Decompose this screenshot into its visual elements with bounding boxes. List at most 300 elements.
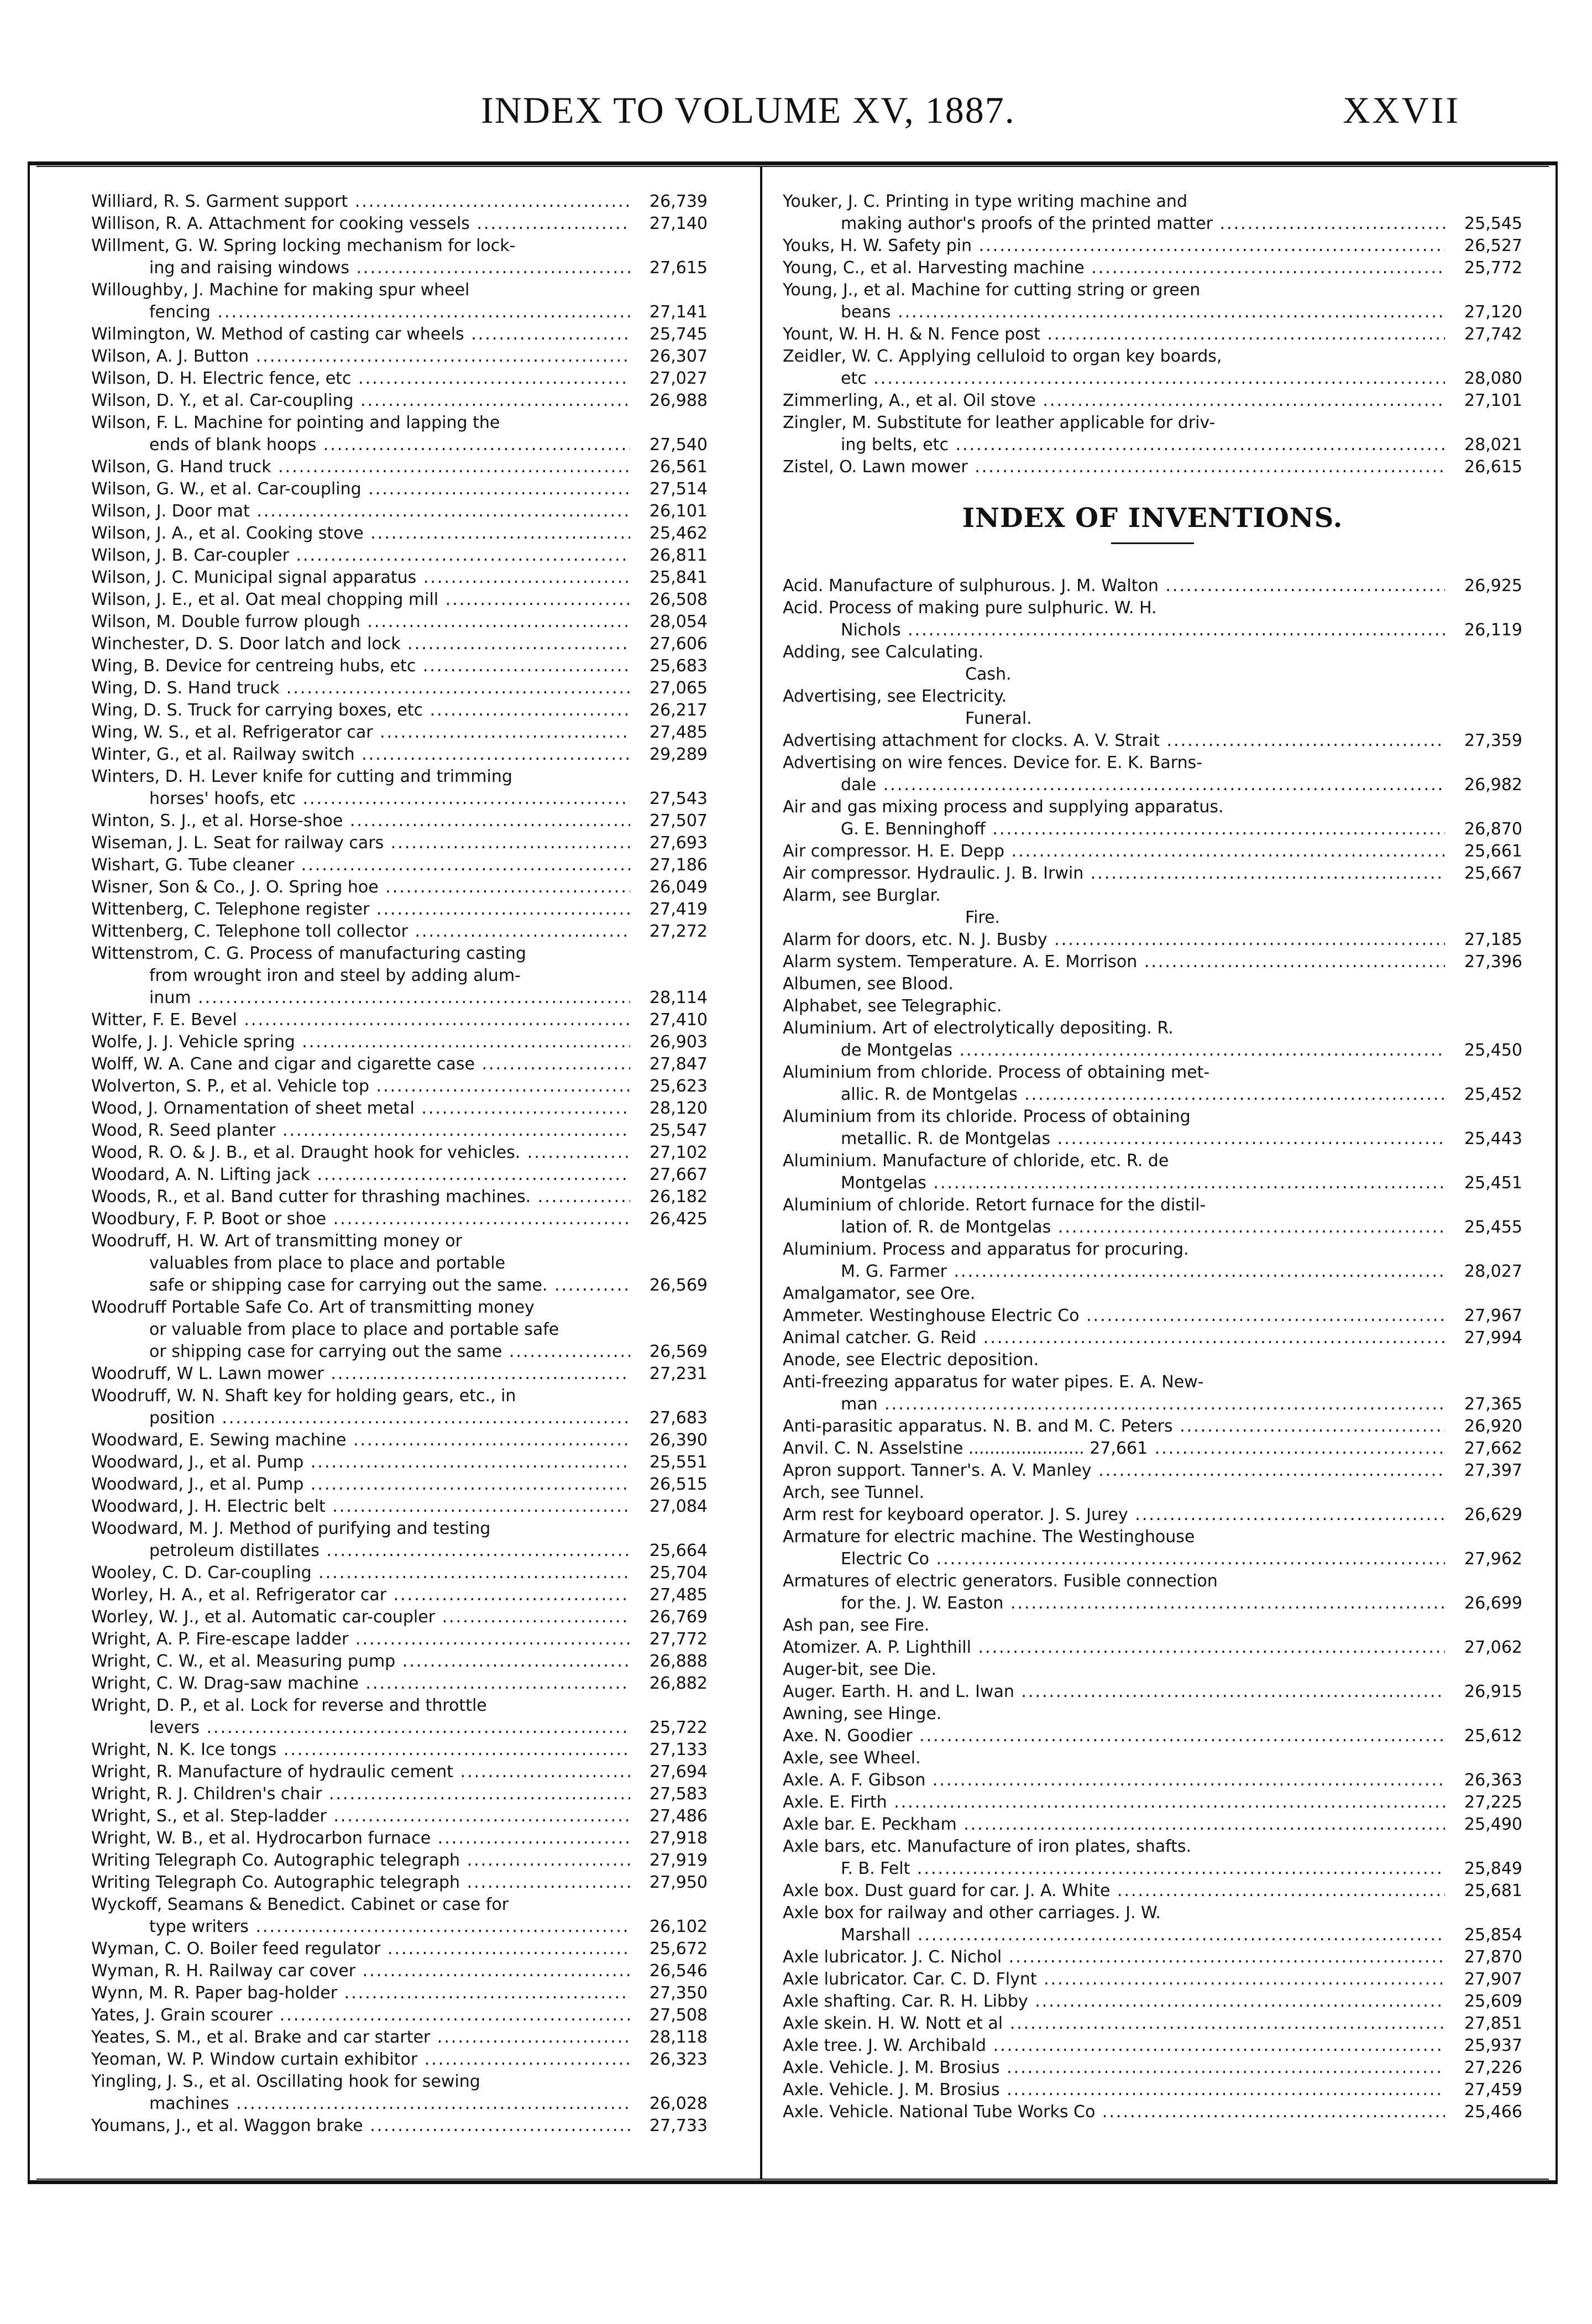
- entry-text: Axle bar. E. Peckham .....: [783, 1814, 1445, 1836]
- patent-number: 26,615: [1464, 457, 1522, 477]
- patent-number: 26,561: [650, 457, 708, 477]
- entry-continuation: [783, 1040, 1522, 1062]
- entry-text: Axle tree. J. W. Archibald .....: [783, 2035, 1445, 2057]
- patent-number: 27,847: [650, 1054, 708, 1074]
- patent-number: 27,084: [650, 1497, 708, 1516]
- entry-continuation: [783, 1128, 1522, 1150]
- index-entry: [91, 832, 708, 854]
- patent-number: 25,681: [1464, 1881, 1522, 1900]
- entry-text: Aluminium of chloride. Retort furnace for the distil-: [783, 1195, 1206, 1215]
- entry-text: Wilson, G. W., et al. Car-coupling .....: [91, 478, 630, 500]
- entry-text: Axle box for railway and other carriages. J. W.: [783, 1903, 1161, 1923]
- index-entry: [91, 545, 708, 567]
- see-reference: Auger-bit, see Die.: [783, 1660, 936, 1679]
- entry-text: Yates, J. Grain scourer .....: [91, 2004, 630, 2027]
- entry-text: Worley, H. A., et al. Refrigerator car .....: [91, 1584, 630, 1606]
- entry-text: Wright, D. P., et al. Lock for reverse and throttle: [91, 1696, 487, 1715]
- entry-continuation-text: allic. R. de Montgelas .....: [841, 1084, 1445, 1106]
- entry-continuation-text: Electric Co .....: [841, 1548, 1445, 1570]
- patent-number: 25,443: [1464, 1129, 1522, 1148]
- patent-number: 27,508: [650, 2006, 708, 2025]
- patent-number: 27,486: [650, 1806, 708, 1826]
- entry-continuation: [91, 434, 708, 456]
- index-entry: [91, 854, 708, 876]
- index-entry: [91, 655, 708, 677]
- index-entry: [91, 1208, 708, 1230]
- index-entry: [91, 1938, 708, 1960]
- entry-continuation-text: metallic. R. de Montgelas .....: [841, 1128, 1445, 1150]
- index-entry: [91, 1606, 708, 1628]
- entry-text: Axle bars, etc. Manufacture of iron plates, shafts.: [783, 1837, 1192, 1856]
- entry-text: Woodward, J., et al. Pump .....: [91, 1474, 630, 1496]
- see-reference: Cash.: [965, 665, 1012, 684]
- see-reference: Arch, see Tunnel.: [783, 1483, 924, 1502]
- patent-number: 26,569: [650, 1276, 708, 1295]
- patent-number: 27,918: [650, 1829, 708, 1848]
- patent-number: 26,508: [650, 590, 708, 609]
- index-entry: [91, 191, 708, 213]
- entry-continuation-text: Nichols .....: [841, 619, 1445, 641]
- entry-text: Wilson, F. L. Machine for pointing and lapping the: [91, 413, 500, 432]
- patent-number: 26,182: [650, 1187, 708, 1207]
- entry-continuation-text: levers .....: [149, 1717, 630, 1739]
- see-reference: Funeral.: [965, 709, 1032, 728]
- entry-continuation-text: ends of blank hoops .....: [149, 434, 630, 456]
- patent-number: 26,811: [650, 546, 708, 565]
- entry-text: Wynn, M. R. Paper bag-holder .....: [91, 1982, 630, 2004]
- patent-number: 27,359: [1464, 731, 1522, 750]
- patent-number: 27,851: [1464, 2014, 1522, 2033]
- entry-text: Wolverton, S. P., et al. Vehicle top .....: [91, 1075, 630, 1098]
- index-entry: [91, 2027, 708, 2049]
- index-entry: [783, 1968, 1522, 1991]
- inventions-entries: [783, 575, 1522, 2123]
- entry-continuation-text: petroleum distillates .....: [149, 1540, 630, 1562]
- entry-text: Yingling, J. S., et al. Oscillating hook for sewing: [91, 2072, 480, 2091]
- entry-continuation: [783, 818, 1522, 840]
- index-entry: [783, 1106, 1522, 1150]
- patent-number: 28,054: [650, 612, 708, 631]
- entry-text: Youmans, J., et al. Waggon brake .....: [91, 2115, 630, 2137]
- patent-number: 27,065: [650, 678, 708, 698]
- entry-continuation-text: etc .....: [841, 368, 1445, 390]
- entry-text: Anti-parasitic apparatus. N. B. and M. C. Peters .....: [783, 1416, 1445, 1438]
- patent-number: 25,704: [650, 1563, 708, 1583]
- patent-number: 26,629: [1464, 1505, 1522, 1524]
- entry-text: Zingler, M. Substitute for leather applicable for driv-: [783, 413, 1216, 432]
- patent-number: 27,141: [650, 302, 708, 322]
- entry-continuation: [91, 301, 708, 323]
- entry-text: Apron support. Tanner's. A. V. Manley .....: [783, 1460, 1445, 1482]
- patent-number: 26,739: [650, 192, 708, 211]
- see-reference: Adding, see Calculating.: [783, 643, 984, 662]
- section-rule: [1111, 542, 1194, 544]
- patent-number: 27,662: [1464, 1439, 1522, 1458]
- index-entry: [91, 1363, 708, 1385]
- index-entry: [783, 1769, 1522, 1792]
- entry-continuation: [783, 774, 1522, 796]
- entry-continuation: [783, 1592, 1522, 1615]
- patent-number: 27,540: [650, 435, 708, 455]
- entry-continuation: [783, 301, 1522, 323]
- index-entry: [91, 589, 708, 611]
- entry-text: Air compressor. Hydraulic. J. B. Irwin .....: [783, 863, 1445, 885]
- entry-text: Woodruff, W. N. Shaft key for holding gears, etc., in: [91, 1386, 516, 1406]
- entry-continuation: valuables from place to place and portable: [149, 1254, 506, 1273]
- entry-text: Wiseman, J. L. Seat for railway cars .....: [91, 832, 630, 854]
- index-entry: [91, 1230, 708, 1297]
- patent-number: 25,849: [1464, 1859, 1522, 1878]
- entry-continuation: [783, 1924, 1522, 1946]
- entry-text: Atomizer. A. P. Lighthill .....: [783, 1637, 1445, 1659]
- patent-number: 26,363: [1464, 1771, 1522, 1790]
- patent-number: 25,667: [1464, 864, 1522, 883]
- index-entry: [91, 390, 708, 412]
- entry-continuation: [783, 368, 1522, 390]
- index-entry: [783, 1371, 1522, 1416]
- patent-number: 25,661: [1464, 842, 1522, 861]
- index-entry: [91, 633, 708, 655]
- index-entry: [91, 1009, 708, 1031]
- patent-number: 27,485: [650, 1585, 708, 1605]
- entry-text: Williard, R. S. Garment support .....: [91, 191, 630, 213]
- patent-number: 26,390: [650, 1430, 708, 1450]
- patent-number: 27,683: [650, 1408, 708, 1428]
- patent-number: 25,545: [1464, 214, 1522, 233]
- patent-number: 25,547: [650, 1121, 708, 1140]
- index-entry: [783, 1991, 1522, 2013]
- entry-text: Woods, R., et al. Band cutter for thrashing machines. .....: [91, 1186, 630, 1208]
- index-entry: [783, 575, 1522, 597]
- entry-continuation-text: beans .....: [841, 301, 1445, 323]
- index-entry: [783, 1239, 1522, 1283]
- patent-number: 27,583: [650, 1784, 708, 1804]
- patent-number: 27,185: [1464, 930, 1522, 949]
- index-entry: [783, 840, 1522, 863]
- index-entry: [783, 390, 1522, 412]
- index-entry: [91, 699, 708, 722]
- entry-text: Axle lubricator. Car. C. D. Flynt .....: [783, 1968, 1445, 1991]
- entry-text: Axle box. Dust guard for car. J. A. White .....: [783, 1880, 1445, 1902]
- index-entry: [783, 1526, 1522, 1570]
- index-entry: [91, 1695, 708, 1739]
- entry-text: Axle. A. F. Gibson .....: [783, 1769, 1445, 1792]
- patent-number: 26,769: [650, 1607, 708, 1627]
- right-column: [783, 191, 1522, 2123]
- index-entry: [91, 1673, 708, 1695]
- index-entry: [783, 2079, 1522, 2101]
- entry-text: Zimmerling, A., et al. Oil stove .....: [783, 390, 1445, 412]
- entry-continuation: [91, 1916, 708, 1938]
- index-entry: [783, 412, 1522, 456]
- right-top-entries: [783, 191, 1522, 478]
- index-entry: [783, 456, 1522, 478]
- entry-continuation-text: Marshall .....: [841, 1924, 1445, 1946]
- entry-text: Wooley, C. D. Car-coupling .....: [91, 1562, 630, 1584]
- index-entry: [783, 1902, 1522, 1946]
- entry-text: Wright, A. P. Fire-escape ladder .....: [91, 1628, 630, 1651]
- entry-text: Aluminium from chloride. Process of obtaining met-: [783, 1063, 1210, 1082]
- index-entry: [91, 500, 708, 523]
- entry-text: Wyckoff, Seamans & Benedict. Cabinet or case for: [91, 1895, 509, 1914]
- entry-text: Winton, S. J., et al. Horse-shoe .....: [91, 810, 630, 832]
- index-entry: [91, 567, 708, 589]
- entry-continuation-text: fencing .....: [149, 301, 630, 323]
- entry-text: Willment, G. W. Spring locking mechanism for lock-: [91, 236, 516, 255]
- entry-text: Armature for electric machine. The Westinghouse: [783, 1527, 1195, 1547]
- index-entry: [91, 1474, 708, 1496]
- entry-text: Woodard, A. N. Lifting jack .....: [91, 1164, 630, 1186]
- index-entry: [91, 1120, 708, 1142]
- index-entry: [91, 810, 708, 832]
- entry-continuation: [783, 1548, 1522, 1570]
- entry-continuation: [91, 257, 708, 279]
- index-entry: [783, 2013, 1522, 2035]
- page-number: XXVII: [1343, 89, 1460, 131]
- index-entry: [91, 1297, 708, 1363]
- entry-continuation-text: dale .....: [841, 774, 1445, 796]
- patent-number: 26,119: [1464, 620, 1522, 640]
- patent-number: 25,623: [650, 1077, 708, 1096]
- left-column: [91, 191, 708, 2137]
- patent-number: 26,323: [650, 2050, 708, 2069]
- index-entry: [91, 478, 708, 500]
- patent-number: 26,870: [1464, 819, 1522, 839]
- patent-number: 28,120: [650, 1099, 708, 1118]
- entry-text: Wilson, A. J. Button .....: [91, 346, 630, 368]
- index-entry: [91, 368, 708, 390]
- index-entry: [91, 722, 708, 744]
- patent-number: 27,225: [1464, 1793, 1522, 1812]
- index-entry: [91, 899, 708, 921]
- patent-number: 27,994: [1464, 1328, 1522, 1348]
- index-entry: [91, 2049, 708, 2071]
- entry-text: Axle skein. H. W. Nott et al .....: [783, 2013, 1445, 2035]
- patent-number: 27,733: [650, 2116, 708, 2135]
- index-entry: [783, 235, 1522, 257]
- entry-text: Woodward, E. Sewing machine .....: [91, 1429, 630, 1451]
- entry-text: Youker, J. C. Printing in type writing machine and: [783, 192, 1187, 211]
- patent-number: 27,027: [650, 369, 708, 388]
- patent-number: 27,693: [650, 833, 708, 853]
- entry-continuation-text: position .....: [149, 1407, 630, 1429]
- entry-text: Wolfe, J. J. Vehicle spring .....: [91, 1031, 630, 1053]
- patent-number: 27,272: [650, 922, 708, 941]
- patent-number: 28,080: [1464, 369, 1522, 388]
- patent-number: 25,937: [1464, 2036, 1522, 2055]
- patent-number: 26,882: [650, 1674, 708, 1693]
- patent-number: 25,455: [1464, 1218, 1522, 1237]
- index-entry: [91, 1872, 708, 1894]
- entry-text: Wilson, D. Y., et al. Car-coupling .....: [91, 390, 630, 412]
- index-entry: [783, 1017, 1522, 1062]
- patent-number: 27,615: [650, 258, 708, 278]
- patent-number: 26,903: [650, 1032, 708, 1052]
- index-entry: [91, 1894, 708, 1938]
- see-reference: Awning, see Hinge.: [783, 1704, 942, 1724]
- entry-text: Anti-freezing apparatus for water pipes. E. A. New-: [783, 1372, 1204, 1392]
- patent-number: 26,307: [650, 347, 708, 366]
- index-entry: [91, 1031, 708, 1053]
- patent-number: 28,118: [650, 2028, 708, 2047]
- entry-text: Axle. Vehicle. J. M. Brosius .....: [783, 2057, 1445, 2079]
- entry-text: Writing Telegraph Co. Autographic telegraph .....: [91, 1872, 630, 1894]
- patent-number: 26,028: [650, 2094, 708, 2113]
- entry-continuation-text: inum .....: [149, 987, 630, 1009]
- entry-continuation-text: safe or shipping case for carrying out the same. .....: [149, 1275, 630, 1297]
- index-entry: [783, 1062, 1522, 1106]
- patent-number: 27,485: [650, 723, 708, 742]
- entry-text: Zeidler, W. C. Applying celluloid to organ key boards,: [783, 347, 1222, 366]
- entry-continuation: [91, 1540, 708, 1562]
- index-entry: [783, 257, 1522, 279]
- entry-continuation-text: ing and raising windows .....: [149, 257, 630, 279]
- patent-number: 25,452: [1464, 1085, 1522, 1104]
- patent-number: 27,062: [1464, 1638, 1522, 1657]
- index-entry: [91, 766, 708, 810]
- entry-text: Alarm for doors, etc. N. J. Busby .....: [783, 929, 1445, 951]
- patent-number: 26,699: [1464, 1594, 1522, 1613]
- patent-number: 26,515: [650, 1475, 708, 1494]
- entry-text: Axle. Vehicle. National Tube Works Co .....: [783, 2101, 1445, 2123]
- index-entry: [783, 730, 1522, 752]
- entry-text: Wright, C. W. Drag-saw machine .....: [91, 1673, 630, 1695]
- entry-text: Wittenberg, C. Telephone toll collector .....: [91, 921, 630, 943]
- patent-number: 26,982: [1464, 775, 1522, 795]
- page-title: INDEX TO VOLUME XV, 1887.: [481, 89, 1015, 131]
- index-entry: [91, 1783, 708, 1805]
- entry-continuation: [91, 2093, 708, 2115]
- entry-continuation-text: type writers .....: [149, 1916, 630, 1938]
- index-entry: [783, 752, 1522, 796]
- entry-text: Wright, N. K. Ice tongs .....: [91, 1739, 630, 1761]
- index-entry: [91, 412, 708, 456]
- index-entry: [783, 951, 1522, 973]
- entry-continuation: [91, 1341, 708, 1363]
- index-entry: [783, 597, 1522, 641]
- entry-text: Anvil. C. N. Asselstine ...................... 27,661 .....: [783, 1438, 1445, 1460]
- page-header: [0, 88, 1592, 138]
- index-entry: [783, 2101, 1522, 2123]
- entry-continuation: [783, 619, 1522, 641]
- entry-text: Aluminium from its chloride. Process of obtaining: [783, 1107, 1191, 1126]
- patent-number: 26,101: [650, 502, 708, 521]
- entry-text: Air compressor. H. E. Depp .....: [783, 840, 1445, 863]
- see-reference: Albumen, see Blood.: [783, 974, 954, 994]
- entry-continuation-text: machines .....: [149, 2093, 630, 2115]
- index-entry: [91, 1142, 708, 1164]
- entry-text: Young, J., et al. Machine for cutting string or green: [783, 280, 1201, 300]
- index-entry: [783, 863, 1522, 885]
- entry-text: Woodward, M. J. Method of purifying and testing: [91, 1519, 491, 1538]
- see-reference: Advertising, see Electricity.: [783, 687, 1007, 706]
- patent-number: 25,841: [650, 568, 708, 587]
- entry-continuation: or valuable from place to place and portable safe: [149, 1320, 559, 1339]
- index-entry: [91, 1761, 708, 1783]
- index-entry: [91, 1429, 708, 1451]
- entry-text: Ammeter. Westinghouse Electric Co .....: [783, 1305, 1445, 1327]
- entry-continuation-text: F. B. Felt .....: [841, 1858, 1445, 1880]
- entry-text: Woodbury, F. P. Boot or shoe .....: [91, 1208, 630, 1230]
- entry-text: Winchester, D. S. Door latch and lock .....: [91, 633, 630, 655]
- index-entry: [91, 523, 708, 545]
- entry-text: Aluminium. Process and apparatus for procuring.: [783, 1240, 1189, 1259]
- entry-text: Advertising attachment for clocks. A. V. Strait .....: [783, 730, 1445, 752]
- index-entry: [91, 1960, 708, 1982]
- patent-number: 27,772: [650, 1630, 708, 1649]
- entry-text: Wing, D. S. Truck for carrying boxes, etc .....: [91, 699, 630, 722]
- index-entry: [783, 1150, 1522, 1194]
- entry-text: Worley, W. J., et al. Automatic car-coupler .....: [91, 1606, 630, 1628]
- patent-number: 26,988: [650, 391, 708, 410]
- entry-text: Axle shafting. Car. R. H. Libby .....: [783, 1991, 1445, 2013]
- entry-text: Wright, W. B., et al. Hydrocarbon furnace .....: [91, 1827, 630, 1850]
- patent-number: 27,226: [1464, 2058, 1522, 2077]
- patent-number: 26,049: [650, 878, 708, 897]
- patent-number: 29,289: [650, 745, 708, 764]
- entry-continuation-text: for the. J. W. Easton .....: [841, 1592, 1445, 1615]
- patent-number: 27,459: [1464, 2080, 1522, 2100]
- index-entry: [783, 1836, 1522, 1880]
- index-entry: [783, 1637, 1522, 1659]
- index-entry: [91, 346, 708, 368]
- entry-text: Winter, G., et al. Railway switch .....: [91, 744, 630, 766]
- entry-continuation: [783, 1216, 1522, 1239]
- entry-text: Wood, R. O. & J. B., et al. Draught hook for vehicles. .....: [91, 1142, 630, 1164]
- patent-number: 27,133: [650, 1740, 708, 1759]
- patent-number: 26,569: [650, 1342, 708, 1361]
- patent-number: 25,609: [1464, 1992, 1522, 2011]
- entry-text: Wing, B. Device for centreing hubs, etc .....: [91, 655, 630, 677]
- see-reference: Fire.: [965, 908, 1001, 927]
- index-entry: [783, 323, 1522, 346]
- entry-text: Aluminium. Manufacture of chloride, etc. R. de: [783, 1151, 1169, 1171]
- index-entry: [783, 279, 1522, 323]
- entry-text: Aluminium. Art of electrolytically depositing. R.: [783, 1019, 1174, 1038]
- entry-continuation: [783, 1261, 1522, 1283]
- patent-number: 27,962: [1464, 1549, 1522, 1569]
- entry-continuation: [783, 1858, 1522, 1880]
- entry-text: Woodruff Portable Safe Co. Art of transmitting money: [91, 1298, 535, 1317]
- patent-number: 27,514: [650, 479, 708, 499]
- entry-text: Wilson, G. Hand truck .....: [91, 456, 630, 478]
- index-entry: [783, 1725, 1522, 1747]
- patent-number: 28,027: [1464, 1262, 1522, 1281]
- index-entry: [783, 1681, 1522, 1703]
- column-divider: [760, 166, 762, 2180]
- patent-number: 27,742: [1464, 325, 1522, 344]
- entry-text: Acid. Manufacture of sulphurous. J. M. Walton .....: [783, 575, 1445, 597]
- index-entry: [783, 1327, 1522, 1349]
- index-entry: [91, 943, 708, 1009]
- entry-text: Alarm system. Temperature. A. E. Morrison .....: [783, 951, 1445, 973]
- patent-number: 27,419: [650, 900, 708, 919]
- index-entry: [91, 1451, 708, 1474]
- patent-number: 25,745: [650, 325, 708, 344]
- index-entry: [91, 1850, 708, 1872]
- entry-continuation-text: de Montgelas .....: [841, 1040, 1445, 1062]
- entry-text: Woodruff, W L. Lawn mower .....: [91, 1363, 630, 1385]
- index-entry: [91, 235, 708, 279]
- entry-text: Wyman, R. H. Railway car cover .....: [91, 1960, 630, 1982]
- patent-number: 26,425: [650, 1209, 708, 1229]
- entry-text: Woodruff, H. W. Art of transmitting money or: [91, 1231, 462, 1251]
- index-entry: [783, 1194, 1522, 1239]
- index-entry: [91, 213, 708, 235]
- entry-text: Young, C., et al. Harvesting machine .....: [783, 257, 1445, 279]
- index-entry: [91, 1739, 708, 1761]
- entry-text: Willoughby, J. Machine for making spur wheel: [91, 280, 470, 300]
